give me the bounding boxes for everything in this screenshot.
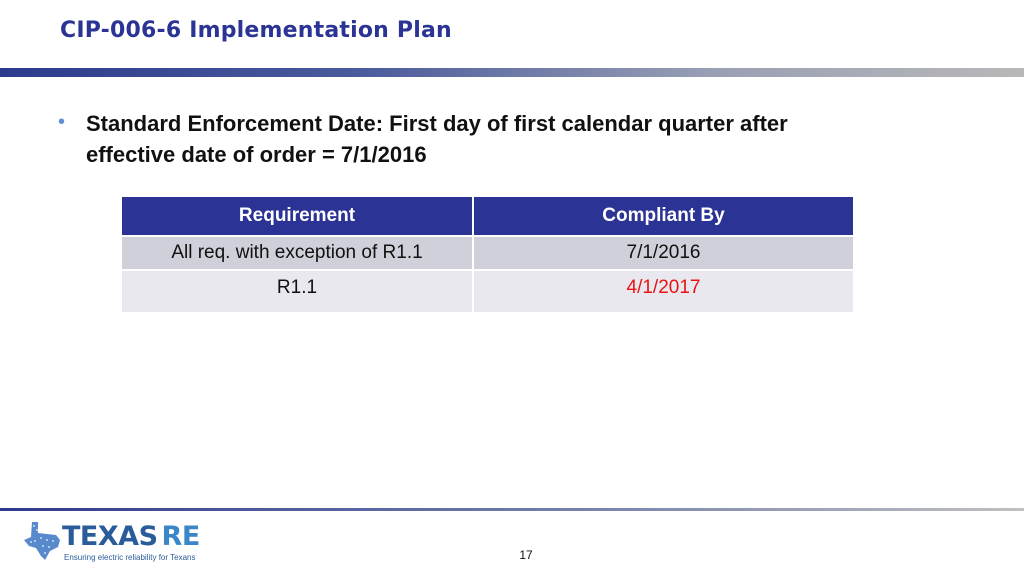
table-row — [122, 270, 853, 313]
texas-re-logo — [22, 518, 212, 566]
bullet-item — [58, 108, 878, 170]
cell-requirement: All req. with exception of R1.1 — [122, 236, 473, 270]
texas-map-icon — [22, 520, 62, 562]
table-row — [122, 236, 853, 270]
cell-compliant-by: 7/1/2016 — [473, 236, 853, 270]
header-compliant-by: Compliant By — [473, 197, 853, 236]
bullet-text: Standard Enforcement Date: First day of first calendar quarter after effective date of order = 7/1/2016 — [86, 111, 788, 167]
table-header-row — [122, 197, 853, 236]
page-number: 17 — [519, 548, 533, 562]
logo-text-suffix: RE — [161, 521, 200, 552]
logo-wordmark — [62, 522, 200, 552]
compliance-table — [122, 197, 853, 314]
logo-text: TEXAS — [62, 521, 158, 552]
cell-compliant-by-highlight: 4/1/2017 — [473, 270, 853, 313]
bullet-dot-icon: • — [58, 111, 66, 133]
footer-divider-bar — [0, 508, 1024, 511]
title-underline-bar — [0, 68, 1024, 77]
logo-tagline: Ensuring electric reliability for Texans — [64, 553, 196, 562]
cell-requirement: R1.1 — [122, 270, 473, 313]
header-requirement: Requirement — [122, 197, 473, 236]
slide-title: CIP-006-6 Implementation Plan — [60, 18, 452, 43]
